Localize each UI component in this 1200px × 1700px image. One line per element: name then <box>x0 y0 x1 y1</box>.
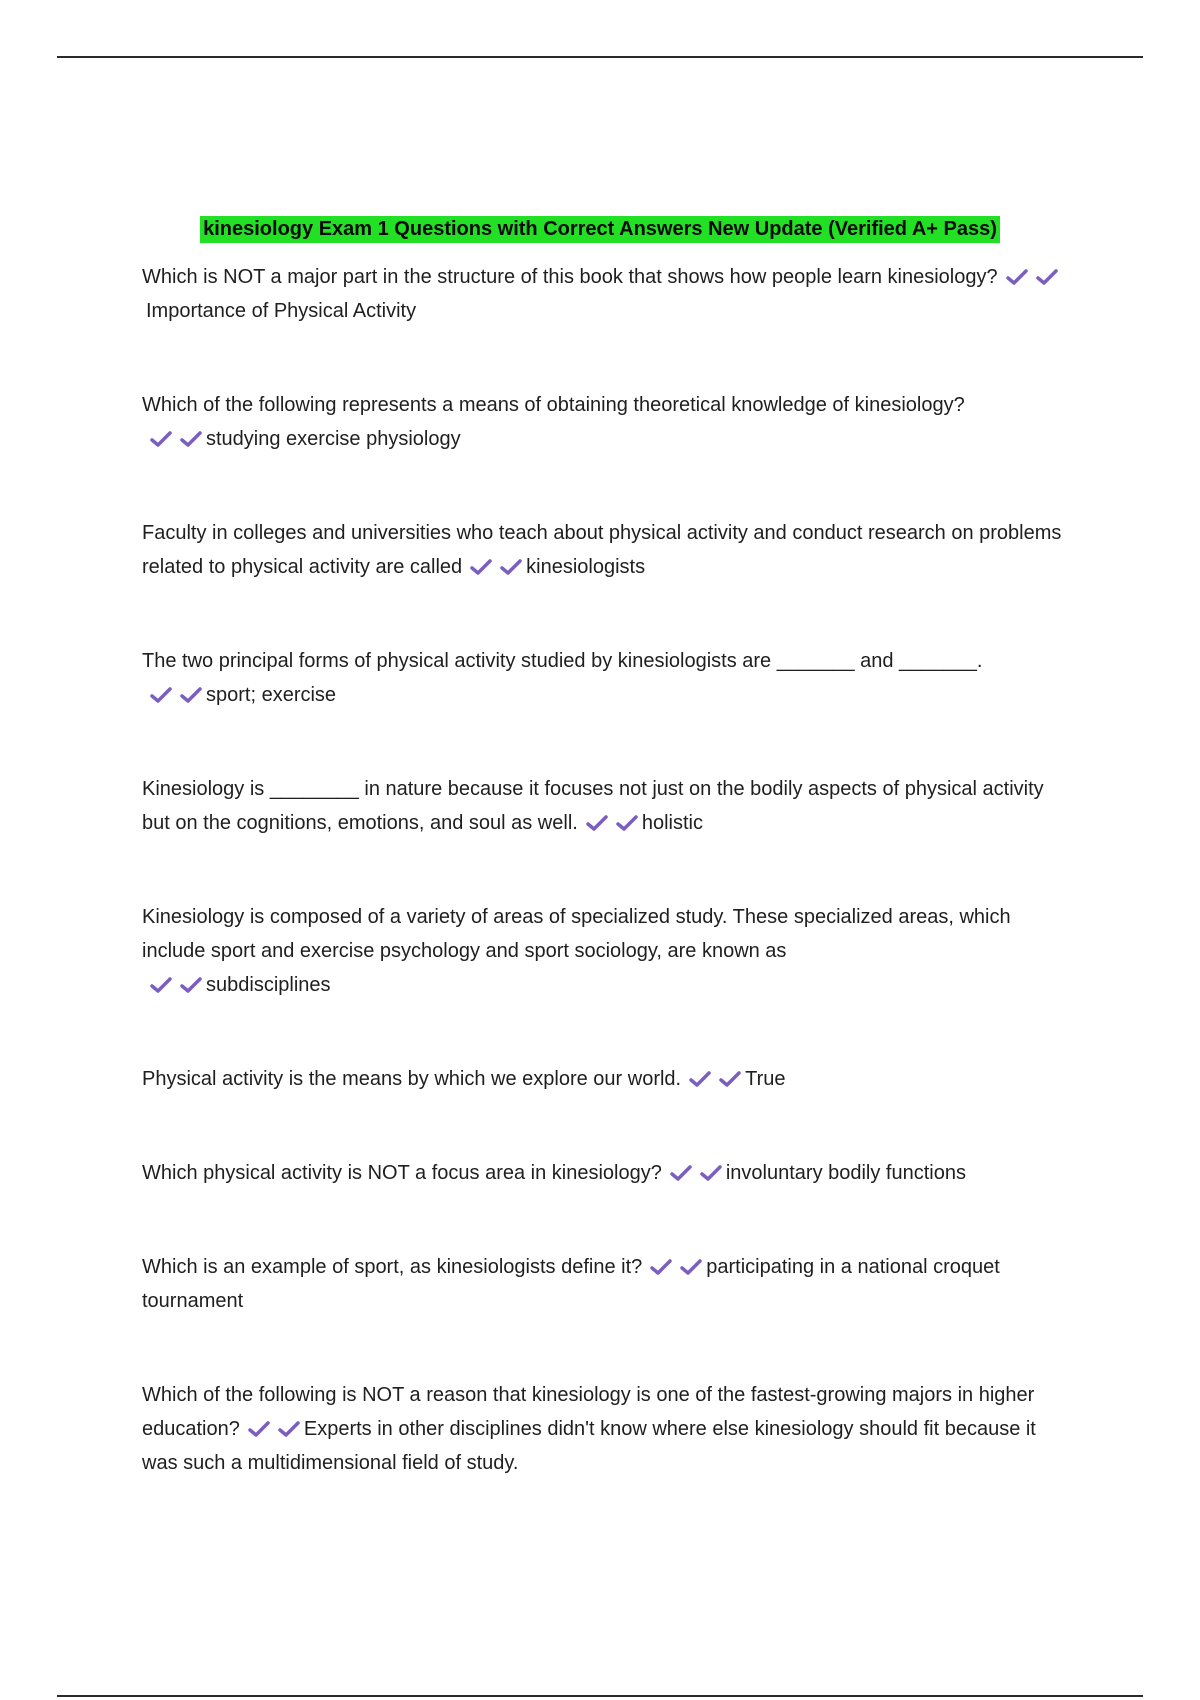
checkmark-icon <box>719 1070 741 1088</box>
answer-text: Experts in other disciplines didn't know where else kinesiology should fit because it was such a multidimensional field of study. <box>142 1418 1036 1474</box>
question-text: The two principal forms of physical activity studied by kinesiologists are _______ and _______. <box>142 650 983 672</box>
checkmark-icon <box>150 686 172 704</box>
qa-item <box>142 644 1062 712</box>
checkmark-icon <box>248 1420 270 1438</box>
checkmark-icon <box>150 976 172 994</box>
answer-text: True <box>745 1068 786 1090</box>
checkmark-icon <box>180 686 202 704</box>
qa-item <box>142 1250 1062 1318</box>
checkmark-icon <box>586 814 608 832</box>
checkmark-icon <box>500 558 522 576</box>
answer-text: participating in a national croquet tournament <box>142 1256 1000 1312</box>
qa-item <box>142 772 1062 840</box>
question-text: Which physical activity is NOT a focus area in kinesiology? <box>142 1162 662 1184</box>
document-title: kinesiology Exam 1 Questions with Correct Answers New Update (Verified A+ Pass) <box>200 216 1000 243</box>
answer-text: studying exercise physiology <box>206 428 461 450</box>
qa-item <box>142 1156 1062 1190</box>
question-text: Which of the following is NOT a reason that kinesiology is one of the fastest-growing majors in higher education? <box>142 1384 1035 1440</box>
question-text: Kinesiology is composed of a variety of areas of specialized study. These specialized areas, which include sport and exercise psychology and sport sociology, are known as <box>142 906 1011 962</box>
checkmark-icon <box>278 1420 300 1438</box>
title-container <box>0 216 1200 243</box>
question-text: Kinesiology is ________ in nature because it focuses not just on the bodily aspects of physical activity but on the cognitions, emotions, and soul as well. <box>142 778 1044 834</box>
qa-item <box>142 1062 1062 1096</box>
checkmark-icon <box>616 814 638 832</box>
checkmark-icon <box>150 430 172 448</box>
checkmark-icon <box>180 430 202 448</box>
checkmark-icon <box>670 1164 692 1182</box>
bottom-divider <box>57 1695 1143 1697</box>
qa-item <box>142 388 1062 456</box>
qa-item <box>142 516 1062 584</box>
question-text: Which is NOT a major part in the structure of this book that shows how people learn kinesiology? <box>142 266 998 288</box>
answer-text: holistic <box>641 812 703 834</box>
answer-text: sport; exercise <box>206 684 337 706</box>
answer-text: kinesiologists <box>526 556 646 578</box>
checkmark-icon <box>1036 268 1058 286</box>
checkmark-icon <box>1006 268 1028 286</box>
question-text: Faculty in colleges and universities who teach about physical activity and conduct research on problems related to physical activity are called <box>142 522 1062 578</box>
answer-text: Importance of Physical Activity <box>146 300 417 322</box>
checkmark-icon <box>470 558 492 576</box>
checkmark-icon <box>700 1164 722 1182</box>
question-text: Which of the following represents a means of obtaining theoretical knowledge of kinesiology? <box>142 394 965 416</box>
answer-text: involuntary bodily functions <box>725 1162 966 1184</box>
question-text: Physical activity is the means by which we explore our world. <box>142 1068 682 1090</box>
checkmark-icon <box>680 1258 702 1276</box>
qa-list <box>142 260 1062 1480</box>
qa-item <box>142 900 1062 1002</box>
checkmark-icon <box>689 1070 711 1088</box>
answer-text: subdisciplines <box>206 974 331 996</box>
qa-item <box>142 260 1062 328</box>
qa-item <box>142 1378 1062 1480</box>
top-divider <box>57 56 1143 58</box>
question-text: Which is an example of sport, as kinesiologists define it? <box>142 1256 643 1278</box>
checkmark-icon <box>650 1258 672 1276</box>
checkmark-icon <box>180 976 202 994</box>
